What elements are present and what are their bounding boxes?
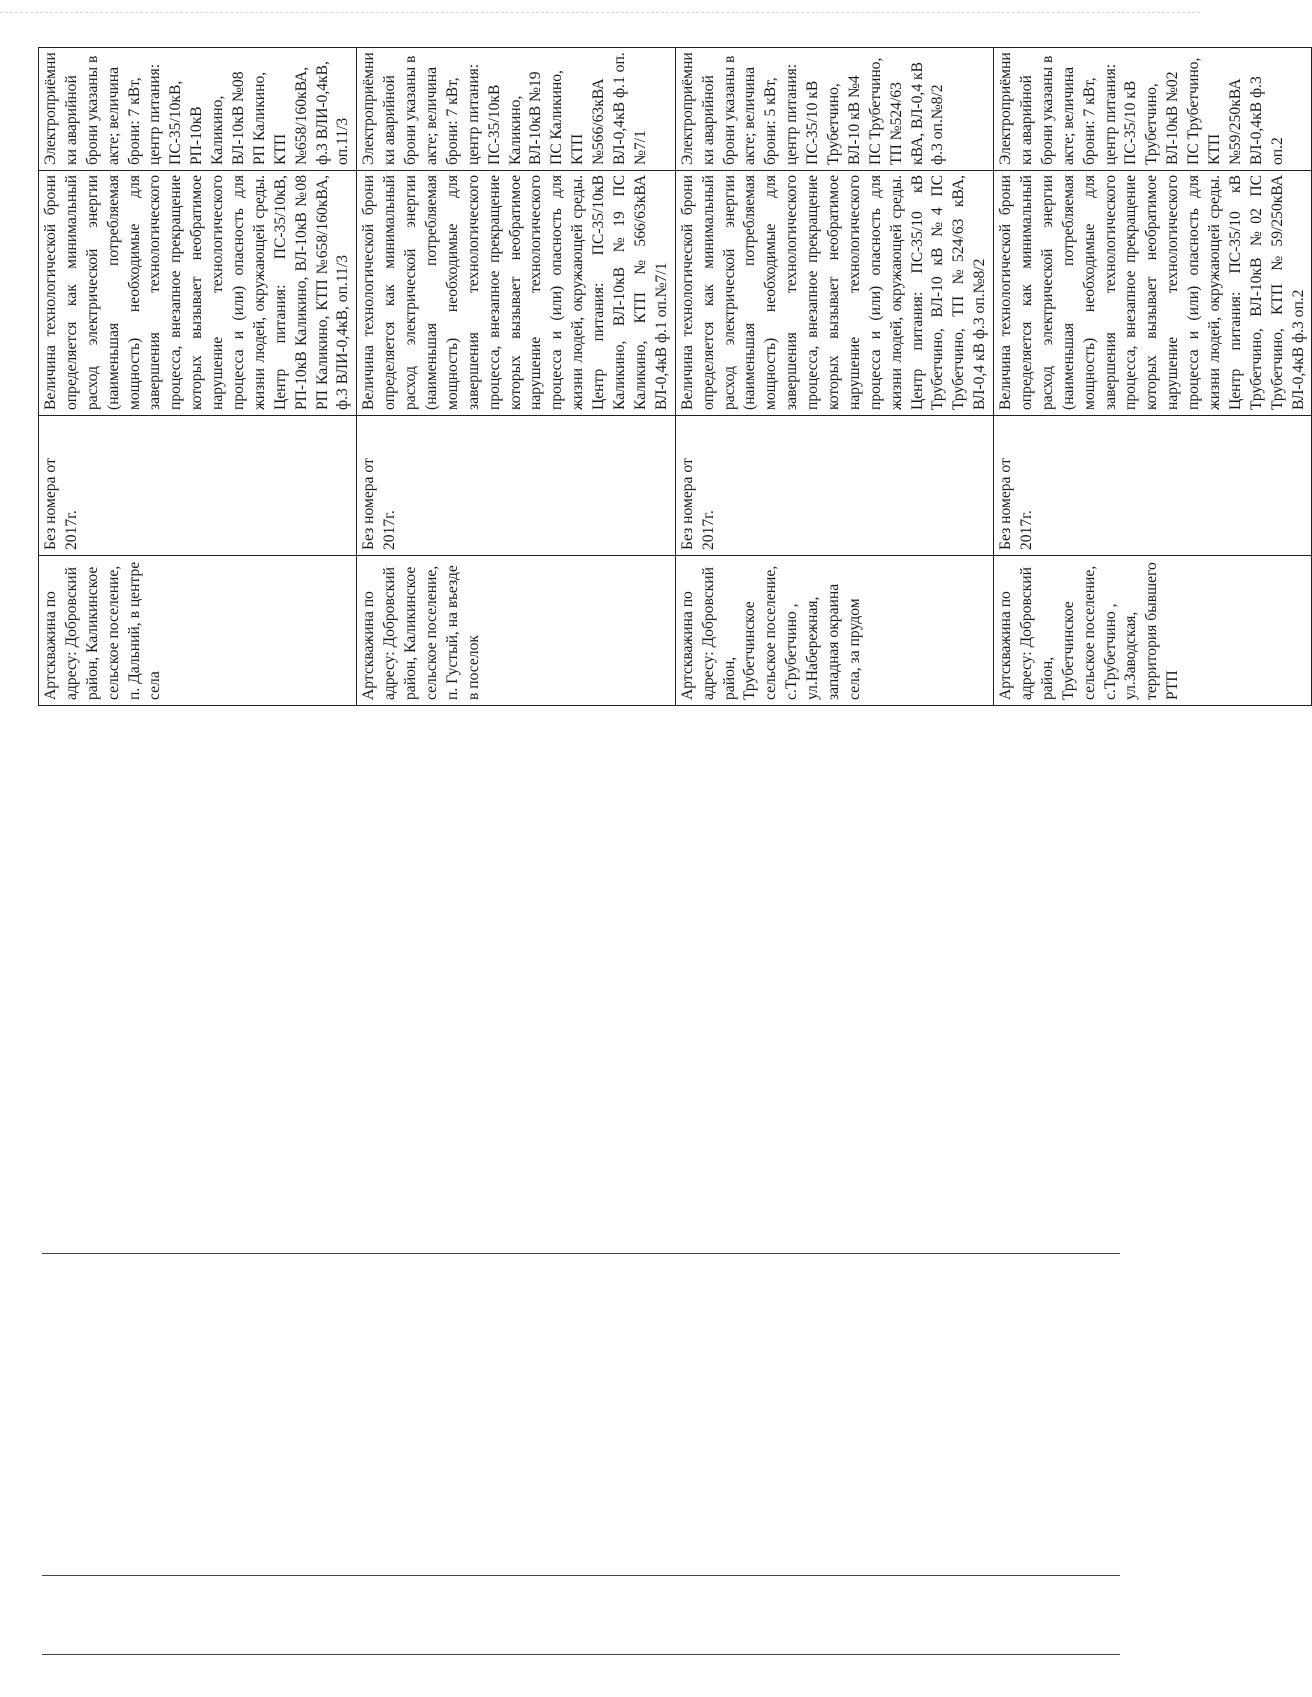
rotated-table-container [38, 48, 1307, 706]
emergency-reserve-table [38, 47, 1312, 706]
emergency-reserve-cell: Электроприёмники аварийной брони указаны в акте; величина брони: 7 кВт, центр питания: ПС-35/10кВ, РП-10кВ Каликино, ВЛ-10кВ №08 РП Каликино, КТП №658/160кВА, ф.3 ВЛИ-0,4кВ, оп.11/3 [39, 48, 357, 171]
tech-reserve-cell: Величина технологической брони определяется как минимальный расход электрической энергии (наименьшая потребляемая мощность) необходимые для завершения технологического процесса, внезапное прекращение которых вызывает необратимое нарушение технологического процесса и (или) опасность для жизни людей, окружающей среды. Центр питания: ПС-35/10 кВ Трубетчино, ВЛ-10кВ №02 ПС Трубетчино, КТП №59/250кВА ВЛ-0,4кВ ф.3 оп.2 [994, 171, 1312, 416]
act-cell: Без номера от 2017г. [994, 416, 1312, 556]
address-cell: Артскважина по адресу: Добровский район, Каликинское сельское поселение, п. Дальний, в центре села [39, 556, 357, 706]
table-row [39, 48, 357, 706]
table-row [994, 48, 1312, 706]
tech-reserve-cell: Величина технологической брони определяется как минимальный расход электрической энергии (наименьшая потребляемая мощность) необходимые для завершения технологического процесса, внезапное прекращение которых вызывает необратимое нарушение технологического процесса и (или) опасность для жизни людей, окружающей среды. Центр питания: ПС-35/10 кВ Трубетчино, ВЛ-10 кВ №4 ПС Трубетчино, ТП №524/63 кВА, ВЛ-0,4 кВ ф.3 оп.№8/2 [675, 171, 993, 416]
act-cell: Без номера от 2017г. [357, 416, 675, 556]
emergency-reserve-cell: Электроприёмники аварийной брони указаны в акте; величина брони: 7 кВт, центр питания: ПС-35/10кВ Каликино, ВЛ-10кВ №19 ПС Каликино, КТП №566/63кВА ВЛ-0,4кВ ф.1 оп.№7/1 [357, 48, 675, 171]
address-cell: Артскважина по адресу: Добровский район, Трубетчинское сельское поселение, с.Трубетчино , ул.Набережная, западная окраина села, за прудом [675, 556, 993, 706]
act-cell: Без номера от 2017г. [39, 416, 357, 556]
horizontal-rule [42, 1575, 1120, 1576]
emergency-reserve-cell: Электроприёмники аварийной брони указаны в акте; величина брони: 7 кВт, центр питания: ПС-35/10 кВ Трубетчино, ВЛ-10кВ №02 ПС Трубетчино, КТП №59/250кВА ВЛ-0,4кВ ф.3 оп.2 [994, 48, 1312, 171]
table-row [675, 48, 993, 706]
page-top-edge [0, 0, 1200, 13]
tech-reserve-cell: Величина технологической брони определяется как минимальный расход электрической энергии (наименьшая потребляемая мощность) необходимые для завершения технологического процесса, внезапное прекращение которых вызывает необратимое нарушение технологического процесса и (или) опасность для жизни людей, окружающей среды. Центр питания: ПС-35/10кВ, РП-10кВ Каликино, ВЛ-10кВ №08 РП Каликино, КТП №658/160кВА, ф.3 ВЛИ-0,4кВ, оп.11/3 [39, 171, 357, 416]
horizontal-rule [42, 1654, 1120, 1655]
table-row [357, 48, 675, 706]
address-cell: Артскважина по адресу: Добровский район, Трубетчинское сельское поселение, с.Трубетчино , ул.Заводская, территория бывшего РТП [994, 556, 1312, 706]
tech-reserve-cell: Величина технологической брони определяется как минимальный расход электрической энергии (наименьшая потребляемая мощность) необходимые для завершения технологического процесса, внезапное прекращение которых вызывает необратимое нарушение технологического процесса и (или) опасность для жизни людей, окружающей среды. Центр питания: ПС-35/10кВ Каликино, ВЛ-10кВ №19 ПС Каликино, КТП №566/63кВА ВЛ-0,4кВ ф.1 оп.№7/1 [357, 171, 675, 416]
address-cell: Артскважина по адресу: Добровский район, Каликинское сельское поселение, п. Густый, на въезде в поселок [357, 556, 675, 706]
emergency-reserve-cell: Электроприёмники аварийной брони указаны в акте; величина брони: 5 кВт, центр питания: ПС-35/10 кВ Трубетчино, ВЛ-10 кВ №4 ПС Трубетчино, ТП №524/63 кВА, ВЛ-0,4 кВ ф.3 оп.№8/2 [675, 48, 993, 171]
act-cell: Без номера от 2017г. [675, 416, 993, 556]
horizontal-rule [42, 1253, 1120, 1254]
